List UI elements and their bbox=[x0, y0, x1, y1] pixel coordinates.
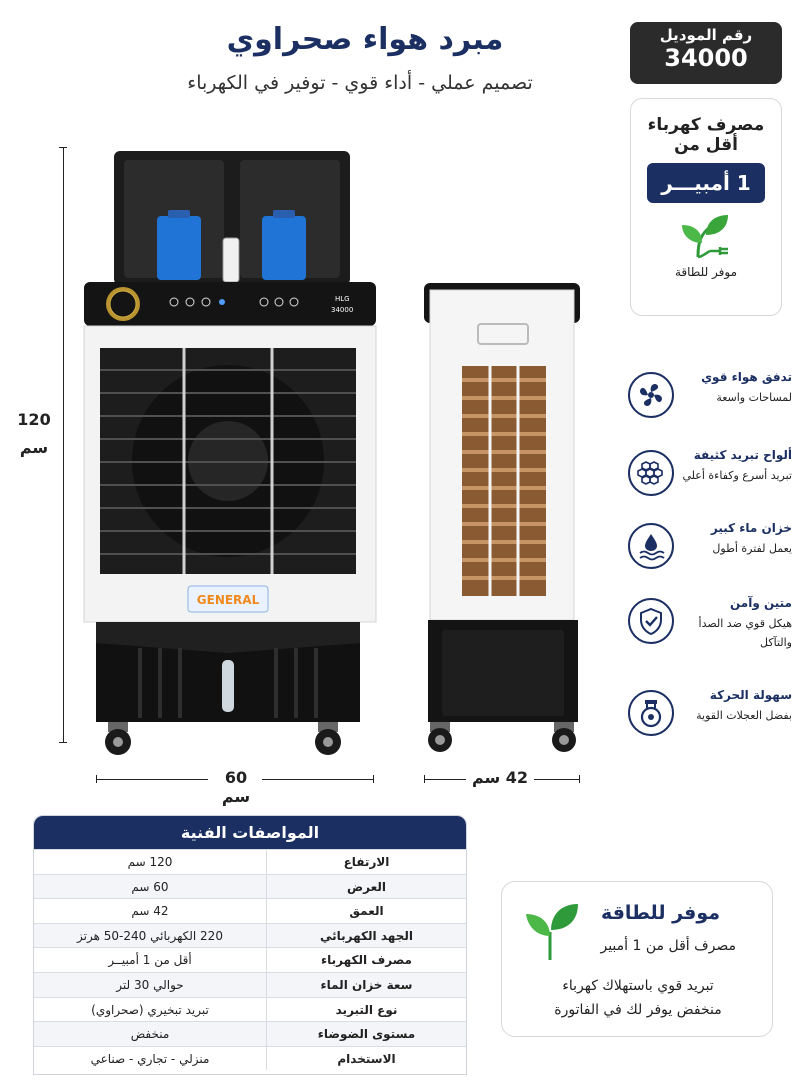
fan-icon bbox=[628, 372, 674, 418]
spec-key: الاستخدام bbox=[266, 1047, 466, 1071]
spec-key: الجهد الكهربائي bbox=[266, 924, 466, 948]
panel-model: HLG bbox=[335, 295, 350, 303]
feature-title: متين وآمن bbox=[729, 596, 792, 610]
energy-desc-line-2: منخفض يوفر لك في الفاتورة bbox=[554, 1002, 722, 1018]
width-cap-left bbox=[96, 775, 97, 783]
spec-value: منخفض bbox=[130, 1027, 170, 1042]
model-badge bbox=[630, 22, 782, 84]
feature-title: سهولة الحركة bbox=[709, 688, 792, 702]
spec-row-width bbox=[34, 874, 466, 899]
feature-title: خزان ماء كبير bbox=[710, 521, 792, 535]
spec-row-usage bbox=[34, 1046, 466, 1071]
honeycomb-pad-icon bbox=[628, 450, 674, 496]
feature-desc: بفضل العجلات القوية bbox=[696, 709, 792, 722]
spec-value: 42 سم bbox=[131, 904, 169, 919]
model-label: رقم الموديل bbox=[659, 26, 753, 44]
eco-plug-leaf-icon bbox=[676, 213, 736, 259]
width-dimension-line-right bbox=[262, 779, 374, 780]
feature-title: تدفق هواء قوي bbox=[701, 370, 792, 384]
energy-subtitle: مصرف أقل من 1 أمبير bbox=[600, 938, 736, 954]
spec-value: 220 الكهربائي 240-50 هرتز bbox=[77, 928, 223, 943]
spec-row-height bbox=[34, 849, 466, 874]
height-cap-top bbox=[59, 147, 67, 148]
feature-desc: يعمل لفترة أطول bbox=[712, 542, 792, 555]
feature-desc: تبريد أسرع وكفاءة أعلي bbox=[682, 469, 792, 482]
spec-row-power bbox=[34, 947, 466, 972]
height-unit: سم bbox=[19, 438, 49, 457]
spec-key: العرض bbox=[266, 875, 466, 899]
panel-number: 34000 bbox=[331, 306, 354, 314]
spec-row-tank bbox=[34, 972, 466, 997]
depth-cap-right bbox=[579, 775, 580, 783]
spec-value: 120 سم bbox=[127, 855, 173, 869]
spec-row-cooling-type bbox=[34, 997, 466, 1022]
spec-key: الارتفاع bbox=[266, 850, 466, 874]
feature-airflow bbox=[620, 368, 800, 438]
spec-key: العمق bbox=[266, 899, 466, 923]
energy-saver-label: موفر للطاقة bbox=[674, 265, 738, 279]
height-cap-bottom bbox=[59, 742, 67, 743]
cooler-front-image bbox=[80, 148, 380, 758]
power-consumption-card bbox=[630, 98, 782, 316]
wheel-icon bbox=[628, 690, 674, 736]
height-dimension-line bbox=[63, 147, 64, 743]
spec-key: سعة خزان الماء bbox=[266, 973, 466, 997]
page-title: مبرد هواء صحراوي bbox=[226, 22, 504, 57]
feature-desc: لمساحات واسعة bbox=[716, 391, 792, 404]
spec-value: 60 سم bbox=[131, 879, 169, 894]
brand-logo: GENERAL bbox=[196, 593, 260, 607]
spec-key: نوع التبريد bbox=[266, 998, 466, 1022]
specs-title: المواصفات الفنية bbox=[34, 816, 466, 849]
feature-desc: هيكل قوي ضد الصدأ والتآكل bbox=[698, 617, 792, 649]
spec-key: مصرف الكهرباء bbox=[266, 948, 466, 972]
leaf-sprout-icon bbox=[524, 902, 580, 960]
model-number: 34000 bbox=[664, 44, 748, 72]
page-subtitle: تصميم عملي - أداء قوي - توفير في الكهرباء bbox=[187, 72, 533, 94]
spec-row-noise bbox=[34, 1021, 466, 1046]
feature-title: ألواح تبريد كثيفة bbox=[693, 448, 792, 462]
feature-cooling-pads bbox=[620, 446, 800, 516]
spec-value: تبريد تبخيري (صحراوي) bbox=[91, 1002, 209, 1017]
shield-check-icon bbox=[628, 598, 674, 644]
spec-value: منزلي - تجاري - صناعي bbox=[90, 1051, 210, 1066]
water-tank-icon bbox=[628, 523, 674, 569]
cooler-side-image bbox=[418, 280, 588, 758]
depth-dimension-line-right bbox=[534, 779, 580, 780]
feature-water-tank bbox=[620, 519, 800, 589]
feature-mobility bbox=[620, 686, 800, 756]
depth-cap-left bbox=[424, 775, 425, 783]
spec-row-depth bbox=[34, 898, 466, 923]
specs-table bbox=[33, 815, 467, 1075]
specs-body bbox=[34, 849, 466, 1070]
feature-durable bbox=[620, 594, 800, 664]
power-line-1: مصرف كهرباء bbox=[647, 115, 765, 135]
height-value: 120 bbox=[17, 410, 51, 429]
spec-key: مستوى الضوضاء bbox=[266, 1022, 466, 1046]
energy-title: موفر للطاقة bbox=[600, 902, 720, 924]
width-label: 60 سم bbox=[221, 768, 251, 806]
spec-value: حوالي 30 لتر bbox=[116, 977, 184, 992]
width-dimension-line-left bbox=[96, 779, 208, 780]
spec-row-voltage bbox=[34, 923, 466, 948]
depth-label: 42 سم bbox=[471, 768, 529, 787]
energy-desc-line-1: تبريد قوي باستهلاك كهرباء bbox=[562, 978, 714, 994]
spec-value: أقل من 1 أمبيــر bbox=[108, 953, 192, 968]
depth-dimension-line-left bbox=[424, 779, 466, 780]
power-line-2: أقل من bbox=[674, 135, 738, 155]
width-cap-right bbox=[373, 775, 374, 783]
energy-saver-card bbox=[501, 881, 773, 1037]
power-amp-badge: 1 أمبيـــر bbox=[647, 163, 765, 203]
